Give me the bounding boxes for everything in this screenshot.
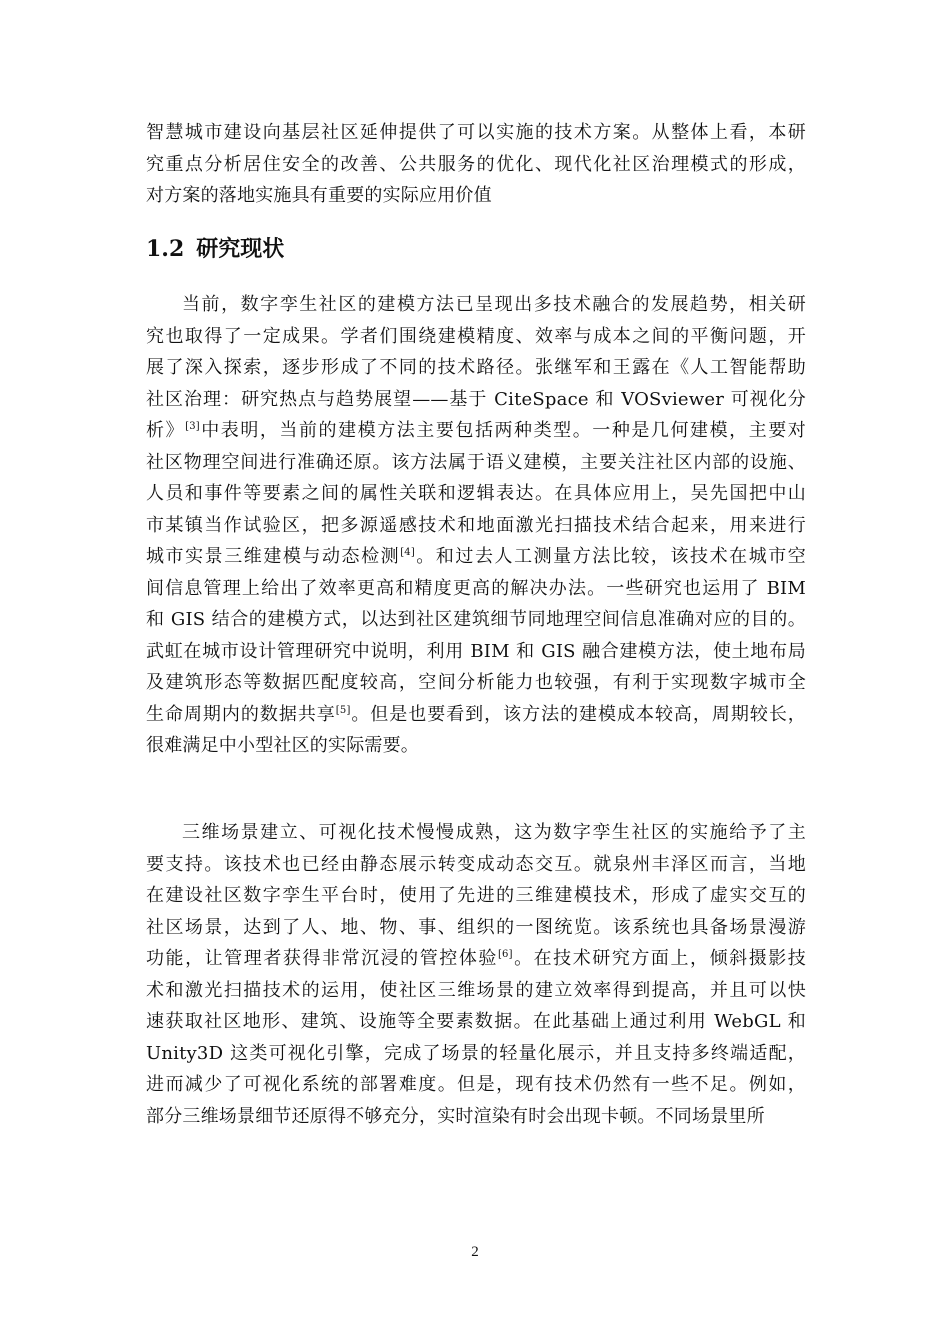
section-heading [146, 229, 284, 269]
text-line: 市某镇当作试验区，把多源遥感技术和地面激光扫描技术结合起来，用来进行 [146, 514, 806, 536]
text-line: 术和激光扫描技术的运用，使社区三维场景的建立效率得到提高，并且可以快 [146, 979, 806, 1001]
text-line: 武虹在城市设计管理研究中说明，利用 BIM 和 GIS 融合建模方法，使土地布局 [146, 640, 806, 662]
citation-reference[interactable]: [5] [335, 704, 351, 716]
text-line: 间信息管理上给出了效率更高和精度更高的解决办法。一些研究也运用了 BIM [146, 577, 806, 599]
text-segment: 城市实景三维建模与动态检测 [146, 546, 401, 567]
text-line: 三维场景建立、可视化技术慢慢成熟，这为数字孪生社区的实施给予了主 [182, 822, 806, 843]
text-line: 展了深入探索，逐步形成了不同的技术路径。张继军和王露在《人工智能帮助 [146, 357, 806, 378]
text-line: 进而减少了可视化系统的部署难度。但是，现有技术仍然有一些不足。例如， [146, 1074, 806, 1095]
citation-reference[interactable]: [4] [400, 547, 415, 558]
text-line: 究重点分析居住安全的改善、公共服务的优化、现代化社区治理模式的形成， [146, 153, 806, 175]
text-line: 在建设社区数字孪生平台时，使用了先进的三维建模技术，形成了虚实交互的 [146, 885, 806, 906]
text-line: 智慧城市建设向基层社区延伸提供了可以实施的技术方案。从整体上看，本研 [146, 122, 806, 143]
text-segment: 功能，让管理者获得非常沉浸的管控体验 [146, 948, 498, 969]
paragraph-research-status-2 [146, 817, 806, 1132]
text-line: 社区场景，达到了人、地、物、事、组织的一图统览。该系统也具备场景漫游 [146, 916, 806, 938]
text-segment: 。和过去人工测量方法比较，该技术在城市空 [414, 546, 806, 567]
text-line: 对方案的落地实施具有重要的实际应用价值 [146, 185, 492, 206]
text-segment: 。但是也要看到，该方法的建模成本较高，周期较长， [350, 703, 806, 725]
text-segment: 生命周期内的数据共享 [146, 703, 336, 725]
text-line [146, 541, 806, 573]
section-number: 1.2 [146, 236, 185, 262]
paragraph-research-status-1 [146, 289, 806, 762]
section-title: 研究现状 [196, 236, 285, 262]
citation-reference[interactable]: [6] [497, 949, 513, 960]
text-line: 速获取社区地形、建筑、设施等全要素数据。在此基础上通过利用 WebGL 和 [146, 1011, 806, 1032]
text-line: 要支持。该技术也已经由静态展示转变成动态交互。就泉州丰泽区而言，当地 [146, 853, 806, 875]
text-segment: 中表明，当前的建模方法主要包括两种类型。一种是几何建模，主要对 [199, 420, 806, 441]
citation-reference[interactable]: [3] [185, 421, 200, 432]
text-line: 很难满足中小型社区的实际需要。 [146, 735, 419, 756]
text-line: 当前，数字孪生社区的建模方法已呈现出多技术融合的发展趋势，相关研 [182, 294, 806, 315]
text-segment: 。在技术研究方面上，倾斜摄影技 [512, 948, 807, 969]
text-line: 社区物理空间进行准确还原。该方法属于语义建模，主要关注社区内部的设施、 [146, 451, 806, 473]
paragraph-intro [146, 117, 806, 212]
text-line: 和 GIS 结合的建模方式，以达到社区建筑细节同地理空间信息准确对应的目的。 [146, 609, 806, 630]
page-number: 2 [471, 1244, 479, 1260]
text-segment: 析》 [146, 420, 186, 441]
text-line [146, 943, 806, 975]
text-line: 及建筑形态等数据匹配度较高，空间分析能力也较强，有利于实现数字城市全 [146, 672, 806, 693]
text-line: 部分三维场景细节还原得不够充分，实时渲染有时会出现卡顿。不同场景里所 [146, 1105, 765, 1127]
text-line: 究也取得了一定成果。学者们围绕建模精度、效率与成本之间的平衡问题，开 [146, 325, 806, 347]
text-line: 社区治理：研究热点与趋势展望——基于 CiteSpace 和 VOSviewer 可视化分 [146, 388, 806, 410]
text-line [146, 699, 806, 731]
text-line [146, 415, 806, 447]
text-line: 人员和事件等要素之间的属性关联和逻辑表达。在具体应用上，吴先国把中山 [146, 483, 806, 504]
text-line: Unity3D 这类可视化引擎，完成了场景的轻量化展示，并且支持多终端适配， [146, 1042, 806, 1064]
